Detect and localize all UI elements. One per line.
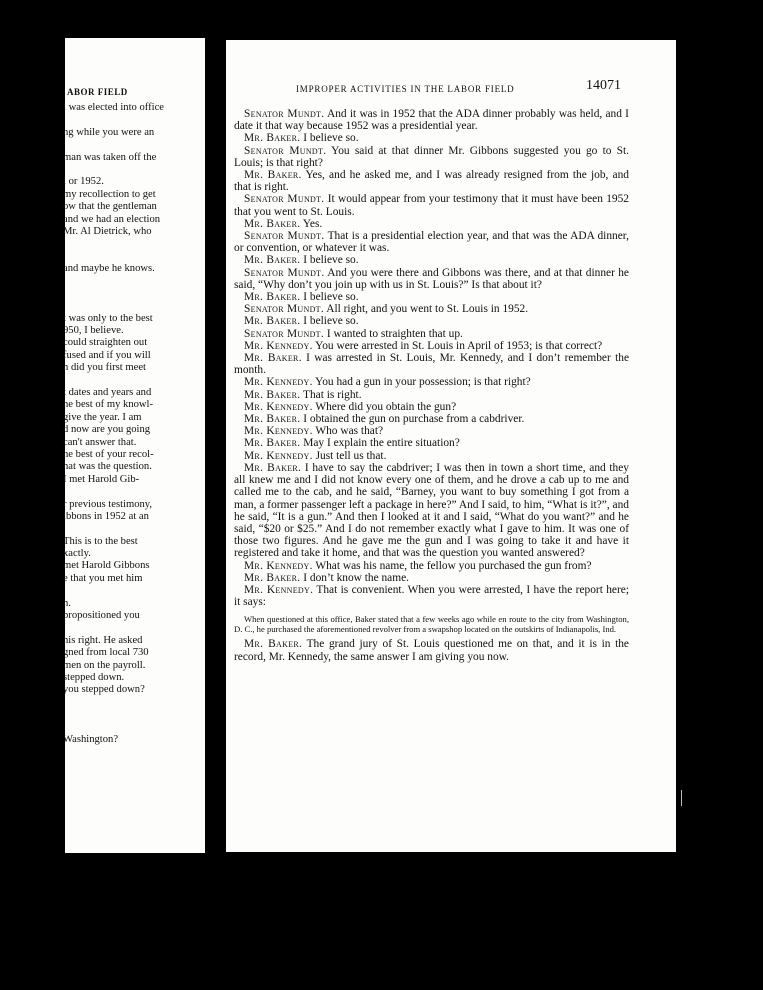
speaker-name: Senator Mundt. (244, 230, 325, 243)
transcript-paragraph (234, 169, 629, 193)
speech-text: Just tell us that. (312, 449, 387, 462)
left-text-line: ibbons in 1952 at an (63, 510, 149, 522)
left-page-fragment (65, 38, 205, 853)
left-text-line: can't answer that. (63, 436, 137, 448)
speaker-name: Mr. Baker. (244, 388, 301, 401)
left-text-line: met Harold Gibbons (63, 560, 150, 572)
speech-text: And you were there and Gibbons was there, and at that dinner he said, “Why don’t you join up with us in St. Louis?” Is that about it? (234, 266, 629, 291)
speaker-name: Senator Mundt. (244, 266, 325, 279)
transcript-paragraph (234, 437, 629, 449)
left-text-line: propositioned you (63, 610, 140, 622)
left-text-line: men on the payroll. (63, 659, 146, 671)
speech-text: All right, and you went to St. Louis in 1952. (324, 303, 529, 316)
speaker-name: Mr. Baker. (244, 571, 301, 584)
transcript-paragraph (234, 376, 629, 388)
speech-text: You said at that dinner Mr. Gibbons suggested you go to St. Louis; is that right? (234, 144, 629, 169)
speaker-name: Senator Mundt. (244, 193, 325, 206)
speaker-name: Mr. Kennedy. (244, 449, 313, 462)
speech-text: Where did you obtain the gun? (312, 400, 457, 413)
speech-text: I believe so. (300, 291, 359, 304)
transcript-paragraph (234, 425, 629, 437)
speaker-name: Mr. Baker. (244, 132, 301, 145)
transcript-paragraph (234, 450, 629, 462)
transcript-paragraph (234, 108, 629, 132)
left-text-line: This is to the best (63, 535, 138, 547)
speaker-name: Mr. Baker. (244, 217, 301, 230)
speaker-name: Senator Mundt. (244, 108, 325, 120)
speech-text: I believe so. (300, 254, 359, 267)
transcript-paragraph (234, 328, 629, 340)
left-text-line: give the year. I am (63, 411, 142, 423)
speech-text: I don’t know the name. (300, 571, 410, 584)
speech-text: You were arrested in St. Louis in April of 1953; is that correct? (312, 339, 603, 352)
left-text-line: gned from local 730 (63, 647, 149, 659)
left-text-line: xactly. (63, 548, 91, 560)
transcript-paragraph (234, 352, 629, 376)
speech-text: Yes. (300, 217, 323, 230)
page-number: 14071 (586, 78, 621, 93)
speech-text: I have to say the cabdriver; I was then in town a short time, and they all knew me and I did not know every one of them, and he drove a cab up to me and called me to the cab, and he said, “Barney, you want to buy something I got from a man, a former passenger left a package in here?” And I said, to him, “What is it?”, and he said, “It is a gun.” And then I looked at it and I said, “What do you want?” and he said, “$20 or $25.” And I do not remember exactly what I gave to him. It was one of those two figures. And he gave me the gun and I was going to take it and have it registered and take it home, and that was the question you wanted answered? (234, 461, 629, 560)
speech-text: And it was in 1952 that the ADA dinner probably was held, and I date it that way because 1952 was a presidential year. (234, 108, 629, 133)
transcript-paragraph (234, 560, 629, 572)
left-text-line: man was taken off the (63, 151, 157, 163)
left-text-line: he best of your recol- (63, 448, 154, 460)
speech-text: You had a gun in your possession; is that right? (312, 376, 531, 389)
left-text-line: ng while you were an (63, 126, 155, 138)
transcript-paragraph (234, 193, 629, 217)
transcript-paragraph (234, 584, 629, 608)
left-text-line: n. (63, 597, 71, 609)
speaker-name: Mr. Baker. (244, 638, 303, 651)
speech-text: It would appear from your testimony that it must have been 1952 that you went to St. Louis. (234, 193, 629, 218)
left-text-line: you stepped down? (63, 684, 145, 696)
transcript-paragraph (234, 401, 629, 413)
transcript-paragraph (234, 218, 629, 230)
transcript-paragraph (234, 389, 629, 401)
speaker-name: Senator Mundt. (244, 303, 324, 316)
speech-text: I believe so. (300, 315, 359, 328)
speech-text: I was arrested in St. Louis, Mr. Kennedy, and I don’t remember the month. (234, 352, 629, 377)
speaker-name: Mr. Baker. (244, 413, 301, 426)
left-text-line: Washington? (63, 733, 119, 745)
speaker-name: Mr. Kennedy. (244, 400, 313, 413)
left-text-line: r previous testimony, (63, 498, 153, 510)
transcript-paragraph (234, 132, 629, 144)
transcript-paragraph (234, 315, 629, 327)
speaker-name: Mr. Baker. (244, 291, 301, 304)
speech-text: Who was that? (312, 425, 384, 438)
transcript-paragraph (234, 638, 629, 662)
transcript-body (234, 108, 629, 663)
running-head: IMPROPER ACTIVITIES IN THE LABOR FIELD (296, 84, 515, 94)
speech-text: Yes, and he asked me, and I was already resigned from the job, and that is right. (234, 169, 629, 194)
speaker-name: Mr. Baker. (244, 461, 302, 474)
speaker-name: Senator Mundt. (244, 327, 324, 340)
speaker-name: Mr. Kennedy. (244, 425, 313, 438)
transcript-paragraph (234, 291, 629, 303)
left-text-line: l was elected into office (63, 102, 164, 113)
speech-text: May I explain the entire situation? (300, 437, 460, 450)
left-text-line: t dates and years and (63, 386, 152, 398)
left-text-line: l or 1952. (63, 176, 104, 188)
speech-text: That is a presidential election year, and that was the ADA dinner, or convention, or whatever it was. (234, 230, 629, 255)
speech-text: I believe so. (300, 132, 359, 145)
transcript-paragraph (234, 267, 629, 291)
document-page (226, 40, 676, 852)
speaker-name: Mr. Kennedy. (244, 376, 313, 389)
speech-text: I obtained the gun on purchase from a cabdriver. (300, 413, 525, 426)
speaker-name: Mr. Baker. (244, 169, 302, 182)
left-text-line: 950, I believe. (63, 325, 124, 337)
transcript-paragraph (234, 230, 629, 254)
speaker-name: Mr. Kennedy. (244, 339, 313, 352)
speaker-name: Senator Mundt. (244, 144, 327, 157)
left-text-line: Mr. Al Dietrick, who (63, 225, 152, 237)
left-text-line: his right. He asked (63, 634, 143, 646)
left-text-line: and maybe he knows. (63, 263, 155, 275)
left-text-line: I met Harold Gib- (63, 473, 140, 485)
left-text-line: and we had an election (63, 213, 161, 225)
left-text-line: e that you met him (63, 572, 143, 584)
left-running-head: ABOR FIELD (67, 87, 128, 97)
speech-text: The grand jury of St. Louis questioned me on that, and it is in the record, Mr. Kennedy, the same answer I am giving you now. (234, 638, 629, 663)
left-text-line: stepped down. (63, 671, 125, 683)
transcript-paragraph (234, 340, 629, 352)
speaker-name: Mr. Baker. (244, 437, 301, 450)
speaker-name: Mr. Baker. (244, 315, 301, 328)
transcript-paragraph (234, 303, 629, 315)
quoted-report: When questioned at this office, Baker stated that a few weeks ago while en route to the city from Washington, D. C., he purchased the aforementioned revolver from a swapshop located on the outskirts of Indianapolis, Ind. (234, 614, 629, 635)
left-text-line: ow that the gentleman (63, 201, 157, 213)
left-text-line: d now are you going (63, 424, 151, 436)
transcript-paragraph (234, 462, 629, 560)
speaker-name: Mr. Kennedy. (244, 583, 314, 596)
left-text-line: he best of my knowl- (63, 399, 154, 411)
speech-text: That is right. (300, 388, 362, 401)
speech-text: That is convenient. When you were arrested, I have the report here; it says: (234, 583, 629, 609)
speech-text: I wanted to straighten that up. (324, 327, 463, 340)
transcript-paragraph (234, 413, 629, 425)
speaker-name: Mr. Baker. (244, 254, 301, 267)
transcript-paragraph (234, 254, 629, 266)
left-text-line: my recollection to get (63, 188, 156, 200)
speech-text: What was his name, the fellow you purchased the gun from? (312, 559, 592, 572)
speaker-name: Mr. Baker. (244, 352, 302, 365)
left-text-line: hat was the question. (63, 461, 152, 473)
left-text-line: could straighten out (63, 337, 148, 349)
left-text-line: n did you first meet (63, 362, 146, 374)
speaker-name: Mr. Kennedy. (244, 559, 313, 572)
left-text-line: fused and if you will (63, 349, 151, 361)
left-text-line: t was only to the best (63, 312, 153, 324)
transcript-paragraph (234, 572, 629, 584)
transcript-paragraph (234, 145, 629, 169)
